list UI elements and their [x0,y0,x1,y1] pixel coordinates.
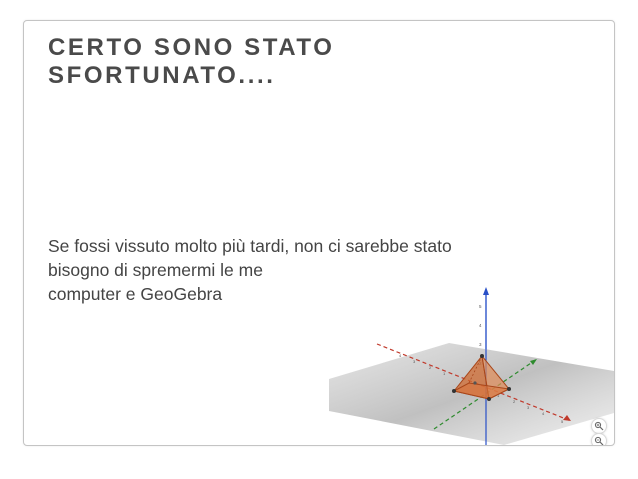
x-tick: 3 [413,359,416,364]
z-tick: 4 [479,323,482,328]
x-tick: 4 [542,411,545,416]
x-tick: 1 [443,371,446,376]
x-tick: 3 [527,405,530,410]
slide-title-line-1: CERTO SONO STATO [48,34,335,61]
body-line-2: bisogno di spremermi le me [48,260,263,280]
slide-frame [23,20,615,446]
zoom-out-button[interactable] [591,433,607,446]
slide-title-line-2: SFORTUNATO.... [48,62,276,89]
zoom-out-icon [594,436,604,446]
body-line-1: Se fossi vissuto molto più tardi, non ci sarebbe stato [48,236,452,256]
geogebra-3d-view[interactable] [299,261,614,445]
zoom-in-icon [594,421,604,431]
slide-title [48,34,428,90]
x-tick: 2 [513,399,516,404]
zoom-in-button[interactable] [591,418,607,434]
x-tick: 1 [497,393,500,398]
z-tick: 5 [479,304,482,309]
z-tick: 3 [479,342,482,347]
x-tick: 5 [561,419,564,424]
x-tick: 2 [429,365,432,370]
x-tick: 4 [399,353,402,358]
body-line-3: computer e GeoGebra [48,284,223,304]
